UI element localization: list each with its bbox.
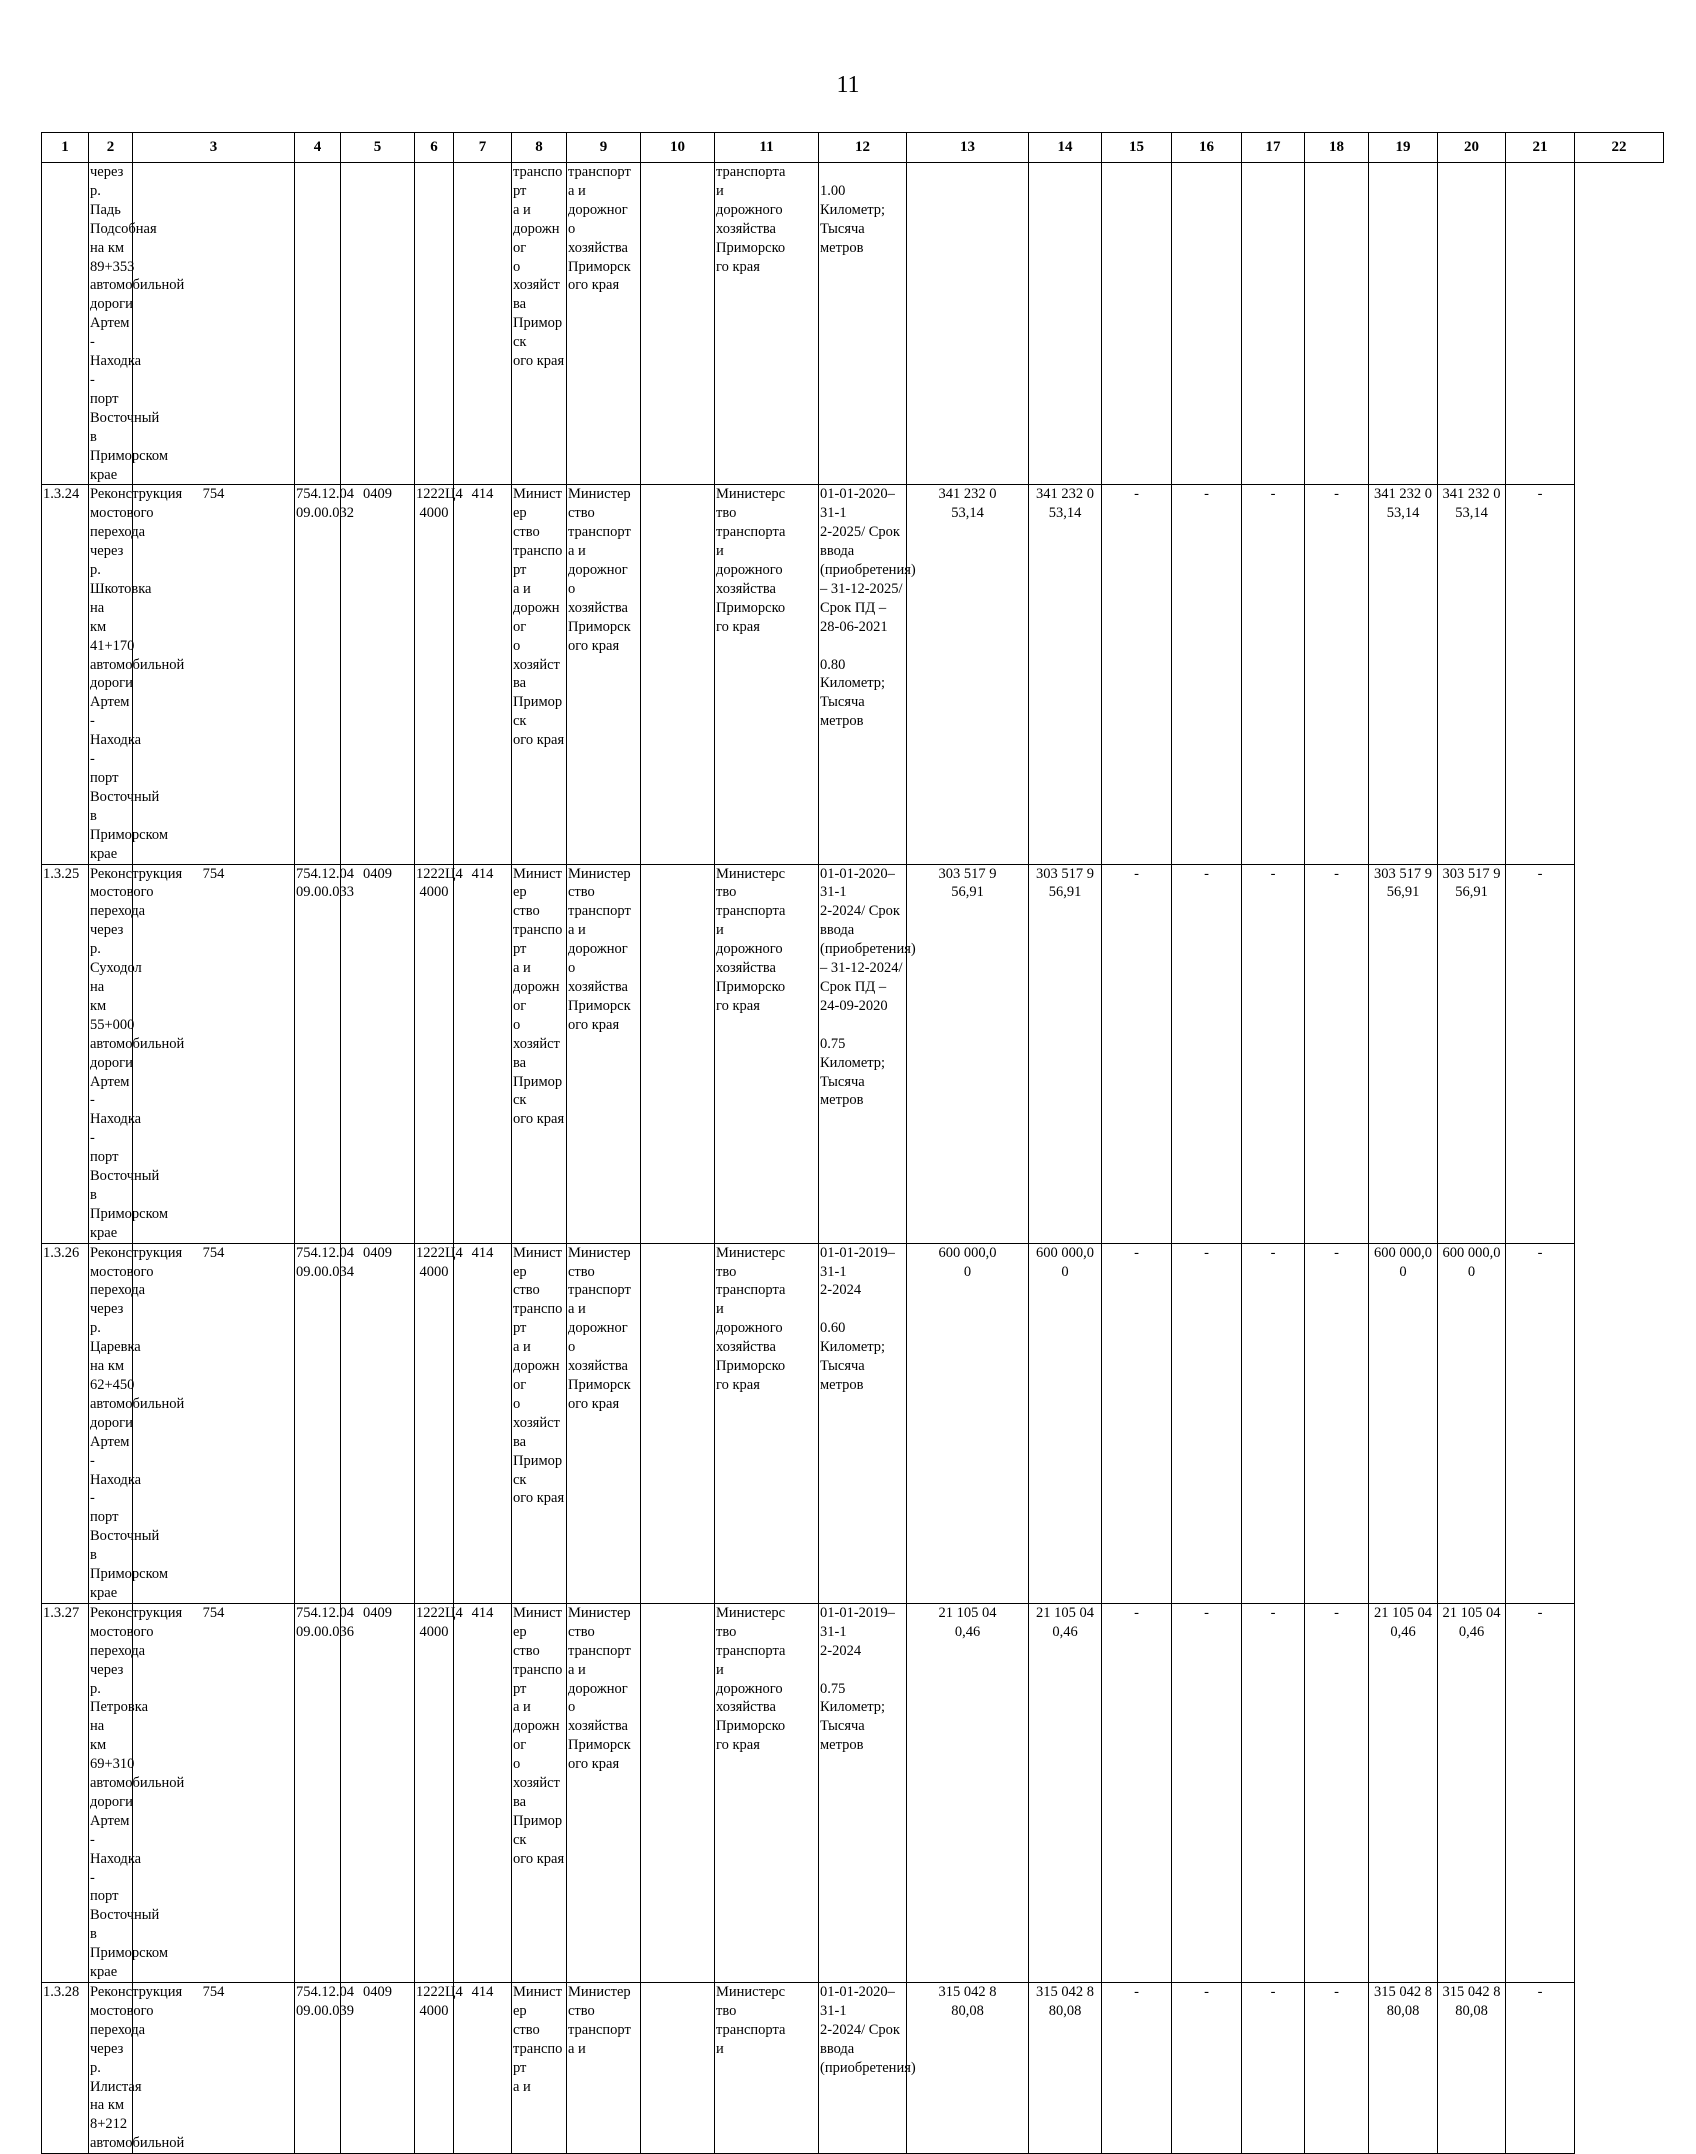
cell-16: -	[1102, 1603, 1172, 1982]
table-row	[42, 864, 1664, 1243]
cell-16	[1102, 163, 1172, 485]
column-header: 5	[341, 133, 415, 163]
column-header: 15	[1102, 133, 1172, 163]
cell-10: Министер ство транспорт а и дорожног о хозяйства Приморск ого края	[567, 1243, 641, 1603]
row-number: 1.3.24	[42, 485, 89, 864]
row-number: 1.3.26	[42, 1243, 89, 1603]
cell-11	[641, 485, 715, 864]
cell-15: 600 000,0 0	[1029, 1243, 1102, 1603]
cell-19: -	[1305, 864, 1369, 1243]
cell-14: 341 232 0 53,14	[907, 485, 1029, 864]
column-header: 11	[715, 133, 819, 163]
table-row	[42, 1243, 1664, 1603]
table-body	[42, 163, 1664, 2154]
column-header: 18	[1305, 133, 1369, 163]
cell-11	[641, 1243, 715, 1603]
cell-22	[1506, 163, 1575, 485]
cell-14: 600 000,0 0	[907, 1243, 1029, 1603]
cell-14: 303 517 9 56,91	[907, 864, 1029, 1243]
cell-8: 414	[454, 1603, 512, 1982]
cell-13: 01-01-2020–31-1 2-2025/ Срок ввода (приобретения) – 31-12-2025/ Срок ПД – 28-06-2021 0.80 Километр; Тысяча метров	[819, 485, 907, 864]
table-row	[42, 1983, 1664, 2154]
cell-7: 1222Ц4 4000	[415, 864, 454, 1243]
cell-13: 01-01-2019–31-1 2-2024 0.75 Километр; Тысяча метров	[819, 1603, 907, 1982]
cell-22: -	[1506, 1243, 1575, 1603]
cell-19: -	[1305, 1983, 1369, 2154]
column-header: 21	[1506, 133, 1575, 163]
column-header: 6	[415, 133, 454, 163]
cell-9: Министер ство транспорт а и дорожног о хозяйства Приморск ого края	[512, 864, 567, 1243]
table-row	[42, 1603, 1664, 1982]
cell-21	[1438, 163, 1506, 485]
cell-18: -	[1242, 1983, 1305, 2154]
cell-22: -	[1506, 1983, 1575, 2154]
cell-10: транспорт а и дорожног о хозяйства Приморск ого края	[567, 163, 641, 485]
cell-20: 341 232 0 53,14	[1369, 485, 1438, 864]
cell-19: -	[1305, 1243, 1369, 1603]
column-header: 3	[133, 133, 295, 163]
cell-5: 754.12.04 09.00.039	[295, 1983, 341, 2154]
cell-16: -	[1102, 1983, 1172, 2154]
cell-17: -	[1172, 1983, 1242, 2154]
row-number: 1.3.25	[42, 864, 89, 1243]
column-header: 12	[819, 133, 907, 163]
cell-8: 414	[454, 1983, 512, 2154]
cell-7	[415, 163, 454, 485]
cell-4: 754	[133, 485, 295, 864]
column-header: 22	[1575, 133, 1664, 163]
cell-20: 303 517 9 56,91	[1369, 864, 1438, 1243]
cell-12: Министерс тво транспорта и	[715, 1983, 819, 2154]
cell-13: 1.00 Километр; Тысяча метров	[819, 163, 907, 485]
column-header: 14	[1029, 133, 1102, 163]
column-header: 10	[641, 133, 715, 163]
register-table	[41, 132, 1664, 2154]
cell-9: транспорт а и дорожног о хозяйства Приморск ого края	[512, 163, 567, 485]
cell-15: 315 042 8 80,08	[1029, 1983, 1102, 2154]
cell-21: 21 105 04 0,46	[1438, 1603, 1506, 1982]
cell-10: Министер ство транспорт а и дорожног о хозяйства Приморск ого края	[567, 864, 641, 1243]
object-name: Реконструкция мостового перехода через р. Шкотовка на км 41+170 автомобильной дороги Артем - Находка - порт Восточный в Приморском крае	[89, 485, 133, 864]
cell-18: -	[1242, 485, 1305, 864]
cell-4: 754	[133, 1983, 295, 2154]
cell-4	[133, 163, 295, 485]
cell-21: 303 517 9 56,91	[1438, 864, 1506, 1243]
column-header: 9	[567, 133, 641, 163]
column-header: 7	[454, 133, 512, 163]
cell-5: 754.12.04 09.00.034	[295, 1243, 341, 1603]
row-number: 1.3.27	[42, 1603, 89, 1982]
cell-5: 754.12.04 09.00.033	[295, 864, 341, 1243]
object-name: Реконструкция мостового перехода через р. Царевка на км 62+450 автомобильной дороги Артем - Находка - порт Восточный в Приморском крае	[89, 1243, 133, 1603]
cell-22: -	[1506, 1603, 1575, 1982]
cell-16: -	[1102, 1243, 1172, 1603]
cell-6	[341, 163, 415, 485]
cell-7: 1222Ц4 4000	[415, 1243, 454, 1603]
table-row	[42, 485, 1664, 864]
cell-5: 754.12.04 09.00.032	[295, 485, 341, 864]
cell-5: 754.12.04 09.00.036	[295, 1603, 341, 1982]
cell-18: -	[1242, 1243, 1305, 1603]
cell-18	[1242, 163, 1305, 485]
cell-6: 0409	[341, 1983, 415, 2154]
cell-17: -	[1172, 864, 1242, 1243]
cell-7: 1222Ц4 4000	[415, 485, 454, 864]
cell-21: 600 000,0 0	[1438, 1243, 1506, 1603]
cell-11	[641, 864, 715, 1243]
cell-20: 315 042 8 80,08	[1369, 1983, 1438, 2154]
row-number: 1.3.28	[42, 1983, 89, 2154]
cell-10: Министер ство транспорт а и дорожног о хозяйства Приморск ого края	[567, 1603, 641, 1982]
cell-16: -	[1102, 485, 1172, 864]
cell-18: -	[1242, 864, 1305, 1243]
object-name: Реконструкция мостового перехода через р. Илистая на км 8+212 автомобильной	[89, 1983, 133, 2154]
header-row	[42, 133, 1664, 163]
cell-8: 414	[454, 864, 512, 1243]
cell-6: 0409	[341, 864, 415, 1243]
cell-20: 600 000,0 0	[1369, 1243, 1438, 1603]
cell-11	[641, 163, 715, 485]
cell-9: Министер ство транспорт а и	[512, 1983, 567, 2154]
cell-12: транспорта и дорожного хозяйства Приморско го края	[715, 163, 819, 485]
cell-5	[295, 163, 341, 485]
cell-8: 414	[454, 1243, 512, 1603]
cell-4: 754	[133, 1603, 295, 1982]
cell-19: -	[1305, 485, 1369, 864]
cell-8: 414	[454, 485, 512, 864]
cell-10: Министер ство транспорт а и	[567, 1983, 641, 2154]
cell-17: -	[1172, 1243, 1242, 1603]
cell-15: 21 105 04 0,46	[1029, 1603, 1102, 1982]
page-number: 11	[836, 72, 860, 98]
cell-20: 21 105 04 0,46	[1369, 1603, 1438, 1982]
cell-8	[454, 163, 512, 485]
cell-20	[1369, 163, 1438, 485]
cell-21: 315 042 8 80,08	[1438, 1983, 1506, 2154]
column-header: 13	[907, 133, 1029, 163]
object-name: через р. Падь Подсобная на км 89+353 автомобильной дороги Артем - Находка - порт Восточный в Приморском крае	[89, 163, 133, 485]
cell-17: -	[1172, 1603, 1242, 1982]
cell-13: 01-01-2020–31-1 2-2024/ Срок ввода (приобретения) – 31-12-2024/ Срок ПД – 24-09-2020 0.75 Километр; Тысяча метров	[819, 864, 907, 1243]
cell-17	[1172, 163, 1242, 485]
column-header: 8	[512, 133, 567, 163]
cell-7: 1222Ц4 4000	[415, 1603, 454, 1982]
cell-17: -	[1172, 485, 1242, 864]
object-name: Реконструкция мостового перехода через р. Петровка на км 69+310 автомобильной дороги Артем - Находка - порт Восточный в Приморском крае	[89, 1603, 133, 1982]
column-header: 1	[42, 133, 89, 163]
cell-18: -	[1242, 1603, 1305, 1982]
cell-9: Министер ство транспорт а и дорожног о хозяйства Приморск ого края	[512, 1243, 567, 1603]
column-header: 17	[1242, 133, 1305, 163]
cell-12: Министерс тво транспорта и дорожного хозяйства Приморско го края	[715, 1603, 819, 1982]
cell-15: 303 517 9 56,91	[1029, 864, 1102, 1243]
cell-12: Министерс тво транспорта и дорожного хозяйства Приморско го края	[715, 1243, 819, 1603]
cell-14	[907, 163, 1029, 485]
cell-13: 01-01-2019–31-1 2-2024 0.60 Километр; Тысяча метров	[819, 1243, 907, 1603]
cell-11	[641, 1603, 715, 1982]
cell-21: 341 232 0 53,14	[1438, 485, 1506, 864]
cell-22: -	[1506, 485, 1575, 864]
cell-15	[1029, 163, 1102, 485]
cell-19: -	[1305, 1603, 1369, 1982]
column-header: 4	[295, 133, 341, 163]
cell-14: 315 042 8 80,08	[907, 1983, 1029, 2154]
row-number	[42, 163, 89, 485]
cell-16: -	[1102, 864, 1172, 1243]
object-name: Реконструкция мостового перехода через р. Суходол на км 55+000 автомобильной дороги Артем - Находка - порт Восточный в Приморском крае	[89, 864, 133, 1243]
column-header: 16	[1172, 133, 1242, 163]
cell-14: 21 105 04 0,46	[907, 1603, 1029, 1982]
cell-7: 1222Ц4 4000	[415, 1983, 454, 2154]
cell-12: Министерс тво транспорта и дорожного хозяйства Приморско го края	[715, 864, 819, 1243]
cell-15: 341 232 0 53,14	[1029, 485, 1102, 864]
cell-10: Министер ство транспорт а и дорожног о хозяйства Приморск ого края	[567, 485, 641, 864]
cell-9: Министер ство транспорт а и дорожног о хозяйства Приморск ого края	[512, 485, 567, 864]
cell-9: Министер ство транспорт а и дорожног о хозяйства Приморск ого края	[512, 1603, 567, 1982]
cell-12: Министерс тво транспорта и дорожного хозяйства Приморско го края	[715, 485, 819, 864]
cell-4: 754	[133, 1243, 295, 1603]
table-row	[42, 163, 1664, 485]
column-header: 20	[1438, 133, 1506, 163]
cell-6: 0409	[341, 1243, 415, 1603]
cell-6: 0409	[341, 485, 415, 864]
cell-13: 01-01-2020–31-1 2-2024/ Срок ввода (приобретения)	[819, 1983, 907, 2154]
cell-6: 0409	[341, 1603, 415, 1982]
cell-4: 754	[133, 864, 295, 1243]
cell-19	[1305, 163, 1369, 485]
cell-11	[641, 1983, 715, 2154]
column-header: 2	[89, 133, 133, 163]
column-header: 19	[1369, 133, 1438, 163]
cell-22: -	[1506, 864, 1575, 1243]
